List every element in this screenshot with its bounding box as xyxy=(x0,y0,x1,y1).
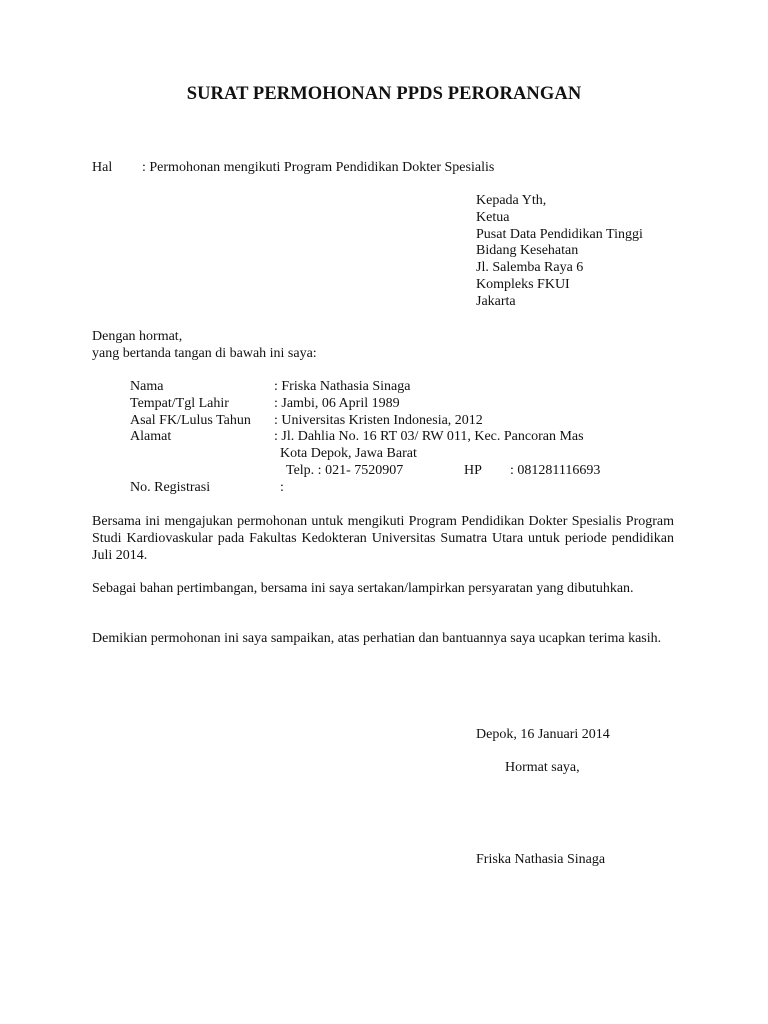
hp-value: : 081281116693 xyxy=(510,462,601,478)
recipient-line: Kepada Yth, xyxy=(476,193,547,208)
recipient-line: Ketua xyxy=(476,209,510,225)
detail-row-alamat xyxy=(130,429,690,446)
letter-title: SURAT PERMOHONAN PPDS PERORANGAN xyxy=(186,84,582,104)
hp-label: HP xyxy=(464,462,482,478)
detail-value: : Friska Nathasia Sinaga xyxy=(274,379,411,394)
detail-label: Nama xyxy=(130,379,164,394)
detail-value: : Universitas Kristen Indonesia, 2012 xyxy=(274,412,483,428)
detail-value: : Jambi, 06 April 1989 xyxy=(274,395,400,411)
detail-label: Tempat/Tgl Lahir xyxy=(130,395,229,411)
detail-label: Asal FK/Lulus Tahun xyxy=(130,412,251,428)
intro-line: yang bertanda tangan di bawah ini saya: xyxy=(92,345,317,361)
subject-text: : Permohonan mengikuti Program Pendidikan Dokter Spesialis xyxy=(142,160,495,175)
body-paragraph: Sebagai bahan pertimbangan, bersama ini saya sertakan/lampirkan persyaratan yang dibutuhkan. xyxy=(92,581,634,596)
detail-label: No. Registrasi xyxy=(130,479,211,495)
place-date: Depok, 16 Januari 2014 xyxy=(476,727,610,742)
recipient-line: Pusat Data Pendidikan Tinggi xyxy=(476,226,643,242)
recipient-line: Jakarta xyxy=(476,293,516,309)
detail-row-registrasi xyxy=(130,480,690,497)
detail-row-ttl xyxy=(130,396,690,413)
detail-row-asal xyxy=(130,413,690,430)
detail-row-alamat-2 xyxy=(130,446,690,463)
body-paragraph: Bersama ini mengajukan permohonan untuk mengikuti Program Pendidikan Dokter Spesialis Program Studi Kardiovaskular pada Fakultas Kedokteran Universitas Sumatra Utara untuk periode pendidikan Juli 2014. xyxy=(92,514,674,563)
recipient-block xyxy=(476,193,643,311)
applicant-details xyxy=(130,379,690,497)
recipient-line: Bidang Kesehatan xyxy=(476,243,579,259)
closing-salutation: Hormat saya, xyxy=(505,760,580,775)
greeting: Dengan hormat, xyxy=(92,329,183,344)
detail-row-phone xyxy=(130,463,690,480)
body-paragraph: Demikian permohonan ini saya sampaikan, atas perhatian dan bantuannya saya ucapkan terima kasih. xyxy=(92,631,662,646)
subject-label: Hal xyxy=(92,160,113,175)
recipient-line: Kompleks FKUI xyxy=(476,276,570,292)
recipient-line: Jl. Salemba Raya 6 xyxy=(476,260,584,276)
detail-row-nama xyxy=(130,379,690,396)
detail-value: : Jl. Dahlia No. 16 RT 03/ RW 011, Kec. Pancoran Mas xyxy=(274,429,584,445)
opening-block xyxy=(92,329,317,363)
detail-label: Alamat xyxy=(130,429,172,445)
detail-value: : xyxy=(280,479,284,495)
detail-value: Kota Depok, Jawa Barat xyxy=(280,446,417,462)
signer-name: Friska Nathasia Sinaga xyxy=(476,852,606,867)
telp-value: Telp. : 021- 7520907 xyxy=(286,462,404,478)
